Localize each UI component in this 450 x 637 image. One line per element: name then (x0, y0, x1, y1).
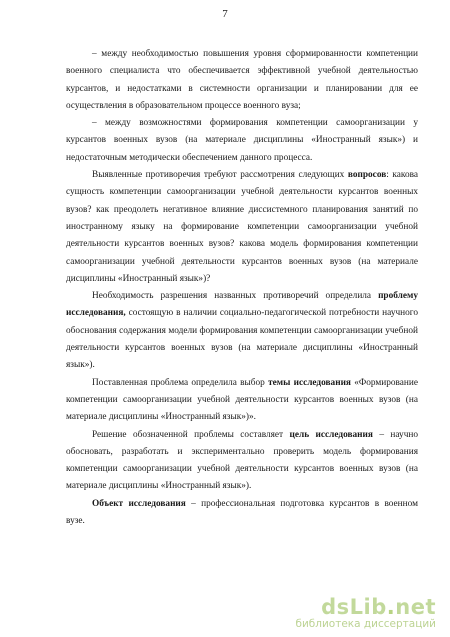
watermark-subtitle: библиотека диссертаций (295, 618, 436, 630)
paragraph-contradiction-2: – между возможностями формирования компетенции самоорганизации у курсантов военных вузов (на материале дисциплины «Иностранный язык») и недостаточным методически обеспечением данного процесса. (66, 118, 418, 163)
questions-text: : какова сущность компетенции самоорганизации учебной деятельности курсантов военных вузов? как преодолеть негативное влияние диссистемного планирования занятий по иностранному языку на формирование компетенции самоорганизации учебной деятельности курсантов военных вузов? какова модель формирования компетенции самоорганизации учебной деятельности курсантов военных вузов (на материале дисциплины «Иностранный язык»)? (66, 170, 419, 284)
paragraph-contradiction-1: – между необходимостью повышения уровня сформированности компетенции военного специалиста что обеспечивается эффективной учебной деятельностью курсантов, и недостатками в системности организации и планировании для ее осуществления в образовательном процессе военного вуза; (66, 49, 418, 111)
topic-intro: Поставленная проблема определила выбор (92, 377, 269, 388)
dslib-watermark[interactable] (286, 596, 436, 631)
goal-term: цель исследования (289, 429, 373, 440)
watermark-logo (286, 596, 436, 618)
paragraph-object (66, 496, 418, 531)
watermark-logo-dot: . (386, 595, 396, 619)
problem-intro: Необходимость разрешения названных противоречий определила (92, 291, 379, 302)
topic-text: «Формирование компетенции самоорганизации учебной деятельности курсантов военных вузов (на материале дисциплины «Иностранный язык»)». (66, 377, 418, 423)
watermark-logo-tld: net (395, 595, 436, 619)
document-body (66, 46, 418, 530)
questions-term: вопросов (347, 170, 387, 181)
object-text: – профессиональная подготовка курсантов в военном вузе. (66, 498, 418, 527)
goal-text: – научно обосновать, разработать и экспериментально проверить модель формирования компетенции самоорганизации учебной деятельности курсантов военных вузов (на материале дисциплины «Иностранный язык»). (66, 429, 418, 492)
topic-term: темы исследования (268, 377, 351, 388)
object-term: Объект исследования (92, 498, 186, 509)
watermark-logo-main: dsLib (321, 595, 387, 619)
questions-intro: Выявленные противоречия требуют рассмотрения следующих (92, 170, 348, 181)
problem-term: проблему исследования, (66, 291, 418, 319)
paragraph-goal (66, 427, 418, 496)
page-number: 7 (222, 8, 228, 20)
problem-text: состоящую в наличии социально-педагогической потребности научного обоснования содержания модели формирования компетенции самоорганизации учебной деятельности курсантов военных вузов (на материале дисциплины «Иностранный язык»). (66, 308, 418, 371)
paragraph-questions (66, 167, 418, 288)
paragraph-problem (66, 288, 418, 374)
goal-intro: Решение обозначенной проблемы составляет (92, 429, 290, 440)
paragraph-topic (66, 375, 418, 427)
